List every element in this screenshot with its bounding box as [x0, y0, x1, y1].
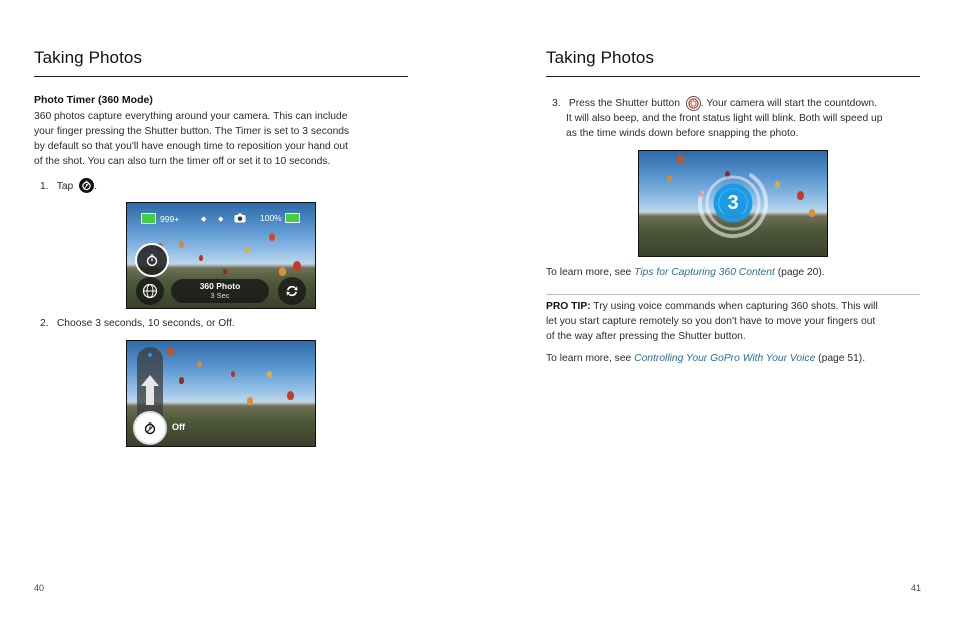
step-text: Tap [56, 181, 74, 192]
pro-tip-text: let you start capture remotely so you don't have to move your fingers out [546, 316, 876, 327]
arrow-up-icon [140, 373, 160, 407]
timer-off-label: Off [172, 422, 185, 432]
balloon [809, 209, 815, 217]
balloon [179, 241, 184, 248]
page-title: Taking Photos [34, 48, 143, 67]
balloon [167, 347, 174, 356]
balloon [245, 247, 250, 253]
slider-dot [148, 353, 152, 357]
right-page [477, 0, 954, 618]
timer-button[interactable] [135, 243, 169, 277]
balloon [677, 155, 684, 164]
intro-line: 360 photos capture everything around your camera. This can include [34, 111, 348, 122]
voice-control-link[interactable]: Controlling Your GoPro With Your Voice [634, 353, 816, 364]
intro-line: your finger pressing the Shutter button. The Timer is set to 3 seconds [34, 126, 350, 137]
status-right [260, 213, 300, 223]
section-subheading: Photo Timer (360 Mode) [34, 94, 153, 106]
step-1 [40, 178, 97, 194]
mode-label: 360 Photo [199, 281, 241, 291]
camera-screen-timer [126, 202, 316, 309]
learn-more-page: (page 20). [774, 267, 825, 278]
timer-knob[interactable] [133, 411, 167, 445]
step-text: Press the Shutter button [568, 98, 680, 109]
learn-more-text: To learn more, see [546, 267, 635, 278]
mode-sublabel: 3 Sec [210, 291, 230, 300]
countdown-ring [695, 165, 771, 241]
intro-paragraph [34, 109, 414, 169]
pro-tip-divider [546, 294, 920, 295]
timer-icon [142, 420, 158, 436]
balloon [667, 175, 672, 182]
dot-indicator: ◆ ◆ [201, 216, 224, 223]
battery-icon [285, 213, 300, 223]
timer-icon [79, 178, 94, 193]
globe-icon [142, 283, 158, 299]
tips-360-link[interactable]: Tips for Capturing 360 Content [634, 267, 775, 278]
step-suffix: . [94, 181, 98, 192]
balloon [247, 397, 253, 405]
balloon [775, 181, 780, 188]
pro-tip-text: Try using voice commands when capturing 360 shots. This will [590, 301, 878, 312]
countdown-number: 3 [727, 192, 739, 214]
title-rule [34, 76, 408, 77]
learn-more-1 [546, 265, 936, 280]
intro-line: by default so that you'll have enough time to reposition your hand out [34, 141, 348, 152]
timer-icon [144, 252, 160, 268]
balloon [199, 255, 203, 261]
page-number: 40 [34, 583, 45, 593]
step-text: It will also beep, and the front status light will blink. Both will speed up [566, 113, 883, 124]
step-text: Choose 3 seconds, 10 seconds, or Off. [56, 318, 235, 329]
learn-more-2 [546, 351, 936, 366]
pro-tip-label: PRO TIP: [546, 301, 591, 312]
balloon [279, 267, 286, 276]
battery-percent: 100% [260, 213, 282, 223]
title-rule [546, 76, 920, 77]
step-number: 3. [552, 98, 561, 109]
camera-screen-timer-options [126, 340, 316, 447]
pro-tip-text: of the way after pressing the Shutter button. [546, 331, 746, 342]
step-number: 2. [40, 318, 49, 329]
balloon [287, 391, 294, 400]
balloon [797, 191, 804, 200]
balloon [269, 233, 275, 241]
shots-remaining: 999+ [160, 213, 180, 224]
balloon [223, 269, 227, 274]
balloon [231, 371, 235, 377]
intro-line: of the shot. You can also turn the timer off or set it to 10 seconds. [34, 156, 331, 167]
balloon [179, 377, 184, 384]
swap-icon [284, 283, 300, 299]
mode-selector[interactable] [171, 279, 269, 303]
step-3 [552, 96, 932, 141]
camera-screen-countdown [638, 150, 828, 257]
balloon [197, 361, 202, 367]
pro-tip [546, 299, 936, 344]
page-number: 41 [911, 583, 922, 593]
sd-card-icon [141, 213, 156, 224]
learn-more-text: To learn more, see [546, 353, 635, 364]
shutter-icon [686, 96, 701, 111]
camera-icon [234, 213, 246, 225]
status-left [141, 213, 179, 224]
balloon [267, 371, 272, 378]
swap-lens-button[interactable] [278, 277, 306, 305]
balloon [293, 261, 301, 271]
page-title: Taking Photos [546, 48, 655, 67]
lens-mode-button[interactable] [136, 277, 164, 305]
step-number: 1. [40, 181, 49, 192]
learn-more-page: (page 51). [815, 353, 866, 364]
step-2 [40, 316, 235, 331]
step-text: as the time winds down before snapping the photo. [566, 128, 799, 139]
step-text: . Your camera will start the countdown. [700, 98, 878, 109]
